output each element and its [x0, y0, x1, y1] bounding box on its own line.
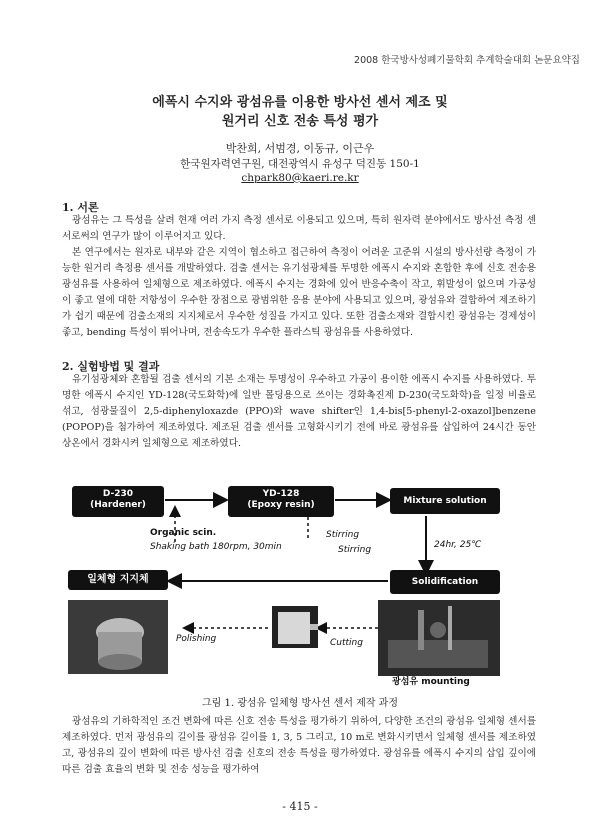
box-yd128: [228, 486, 334, 517]
box-yd128-sublabel: (Epoxy resin): [247, 500, 315, 510]
authors: 박찬희, 서범경, 이동규, 이근우: [225, 142, 375, 155]
photo-integral-sensor: [68, 600, 168, 674]
photo-fiber-mounting: [378, 600, 500, 676]
section1-paragraph: 광섬유는 그 특성을 살려 현재 여러 가지 측정 센서로 이용되고 있으며, 특히 원자력 분야에서도 방사선 측정 센서로써의 연구가 많이 이루어지고 있다.: [62, 215, 536, 242]
box-d230-sublabel: (Hardener): [90, 500, 146, 510]
box-yd128-label: YD-128: [262, 489, 300, 499]
box-mixture: Mixture solution: [390, 488, 500, 514]
label-stirring1: Stirring: [326, 530, 360, 540]
box-integral-support: 일체형 지지체: [68, 570, 168, 590]
paper-title-line2: 원거리 신호 전송 특성 평가: [221, 114, 379, 129]
photo-fiber-mounting-image: [378, 600, 500, 676]
label-organic-scin: Organic scin.: [150, 528, 217, 538]
box-d230: [72, 486, 164, 517]
section2-paragraph: 유기섬광체와 혼합될 검출 센서의 기본 소재는 투명성이 우수하고 가공이 용이한 에폭시 수지를 사용하였다. 투명한 에폭시 수지인 YD-128(국도화학)에 일반 몰딩용으로 쓰이는 경화촉진제 D-230(국도화학)을 일정 비율로 섞고, 섬광물질이 2,5-diphenyloxazde (PPO)와 wave shifter인 1,4-bis[5-phenyl-2-oxazol]benzene (POPOP)을 첨가하여 제조하였다. 제조된 검출 센서를 고형화시키기 전에 바로 광섬유를 삽입하여 24시간 동안 상온에서 경화시켜 일체형으로 제조하였다.: [62, 374, 536, 449]
section2-title: 2. 실험방법 및 결과: [62, 360, 160, 373]
box-solidification: Solidification: [390, 570, 500, 594]
section1-title: 1. 서론: [62, 201, 99, 214]
email: chpark80@kaeri.re.kr: [241, 172, 359, 184]
label-stirring2: Stirring: [338, 545, 372, 555]
photo-cylinder-sensor-image: [272, 606, 318, 648]
affiliation: 한국원자력연구원, 대전광역시 유성구 덕진동 150-1: [180, 158, 420, 170]
section1-paragraph: 본 연구에서는 원자로 내부와 같은 지역이 협소하고 접근하여 측정이 어려운 고준위 시설의 방사선량 측정이 가능한 원거리 측정용 센서를 개발하였다. 검출 센서는 유기섬광체를 투명한 에폭시 수지와 혼합한 후에 신호 전송용 광섬유를 사용하여 일체형으로 제조하였다. 에폭시 수지는 경화에 있어 반응수축이 작고, 휘발성이 없으며 가공성이 좋고 열에 대한 저항성이 우수한 장점으로 광범위한 응용 분야에 사용되고 있으며, 광섬유와 결합하여 제조하기가 쉽기 때문에 검출소재의 지지체로서 우수한 성질을 가지고 있다. 또한 검출소재와 결합시킨 광섬유는 경제성이 좋고, bending 특성이 뛰어나며, 전송속도가 우수한 플라스틱 광섬유를 사용하였다.: [62, 247, 536, 338]
running-header: 2008 한국방사성폐기물학회 추계학술대회 논문요약집: [354, 55, 580, 66]
figure-caption: 그림 1. 광섬유 일체형 방사선 센서 제작 과정: [201, 698, 398, 709]
closing-paragraph: 광섬유의 기하학적인 조건 변화에 따른 신호 전송 특성을 평가하기 위하여, 다양한 조건의 광섬유 일체형 센서를 제조하였다. 먼저 광섬유의 길이를 광섬유 길이를 1, 3, 5 그리고, 10 m로 변화시키면서 일체형 센서를 제조하였고, 광섬유의 깊이 변화에 따른 방사선 검출 신호의 전송 특성을 평가하였다. 광섬유를 에폭시 수지의 삽입 깊이에 따른 검출 효율의 변화 및 전송 성능을 평가하여: [62, 716, 536, 775]
page-number: - 415 -: [282, 800, 318, 813]
closing-body: [62, 714, 536, 778]
box-d230-label: D-230: [102, 489, 134, 499]
photo-integral-sensor-image: [68, 600, 168, 674]
label-fiber-mounting: 광섬유 mounting: [392, 677, 470, 687]
label-shaking-bath: Shaking bath 180rpm, 30min: [150, 542, 282, 552]
label-24hr: 24hr, 25℃: [434, 540, 482, 550]
photo-cylinder-sensor: [272, 606, 318, 648]
label-polishing: Polishing: [176, 634, 217, 644]
paper-title-line1: 에폭시 수지와 광섬유를 이용한 방사선 센서 제조 및: [152, 95, 448, 110]
label-cutting: Cutting: [330, 638, 363, 648]
